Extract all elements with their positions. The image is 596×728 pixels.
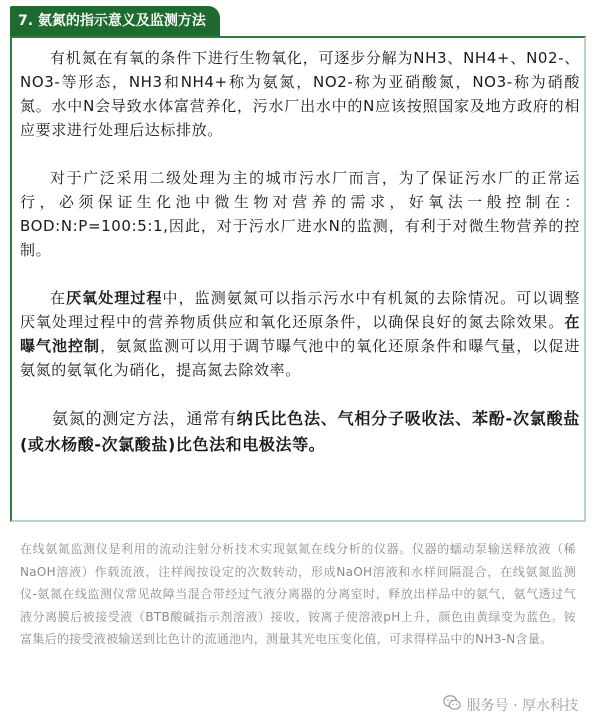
paragraph-process-control [20,286,580,382]
text-span: ，氨氮监测可以用于调节曝气池中的氧化还原条件和曝气量，以促进氨氮的氨氧化为硝化，提高氮去除效率。 [20,337,580,379]
text-span: 中，监测氨氮可以指示污水中有机氮的去除情况。可以调整厌氧处理过程中的营养物质供应和氧化还原条件，以确保良好的氮去除效果。 [20,289,580,331]
footnote-paragraph: 在线氨氮监测仪是利用的流动注射分析技术实现氨氮在线分析的仪器。仪器的蠕动泵输送释放液（稀NaOH溶液）作载流液，注样阀按设定的次数转动，形成NaOH溶液和水样间隔混合，在线氨氮监测仪-氨氮在线监测仪常见故障当混合带经过气液分离器的分离室时，释放出样品中的氨气，氨气透过气液分离膜后被接受液（BTB酸碱指示剂溶液）接收，铵离子使溶液pH上升，颜色由黄绿变为蓝色。铵富集后的接受液被输送到比色计的流通池内，测量其光电压变化值，可求得样品中的NH3-N含量。 [20,542,576,646]
text-span: 氨氮的测定方法，通常有 [52,409,237,428]
paragraph-bod-ratio: 对于广泛采用二级处理为主的城市污水厂而言，为了保证污水厂的正常运行，必须保证生化池中微生物对营养的需求，好氧法一般控制在：BOD:N:P=100:5:1,因此，对于污水厂进水N的监测，有利于对微生物营养的控制。 [20,169,580,259]
wechat-icon [443,694,461,716]
bold-aeration: 在曝气池控制 [20,313,580,355]
text-span: 在 [50,289,67,307]
paragraph-methods [20,406,580,458]
section-title: 7. 氨氮的指示意义及监测方法 [10,6,220,36]
article-body [20,46,580,482]
paragraph-nitrogen-forms: 有机氮在有氧的条件下进行生物氧化，可逐步分解为NH3、NH4+、N02-、NO3-等形态，NH3和NH4+称为氨氮，NO2-称为亚硝酸氮，NO3-称为硝酸氮。水中N会导致水体富营养化，污水厂出水中的N应该按照国家及地方政府的相应要求进行处理后达标排放。 [20,49,580,139]
watermark-text: 服务号 · 厚水科技 [466,698,578,714]
watermark [443,694,578,716]
bold-methods: 纳氏比色法、气相分子吸收法、苯酚-次氯酸盐(或水杨酸-次氯酸盐)比色法和电极法 [20,409,580,454]
bold-anaerobic: 厌氧处理过程 [66,289,163,307]
text-span: 等。 [292,435,326,454]
